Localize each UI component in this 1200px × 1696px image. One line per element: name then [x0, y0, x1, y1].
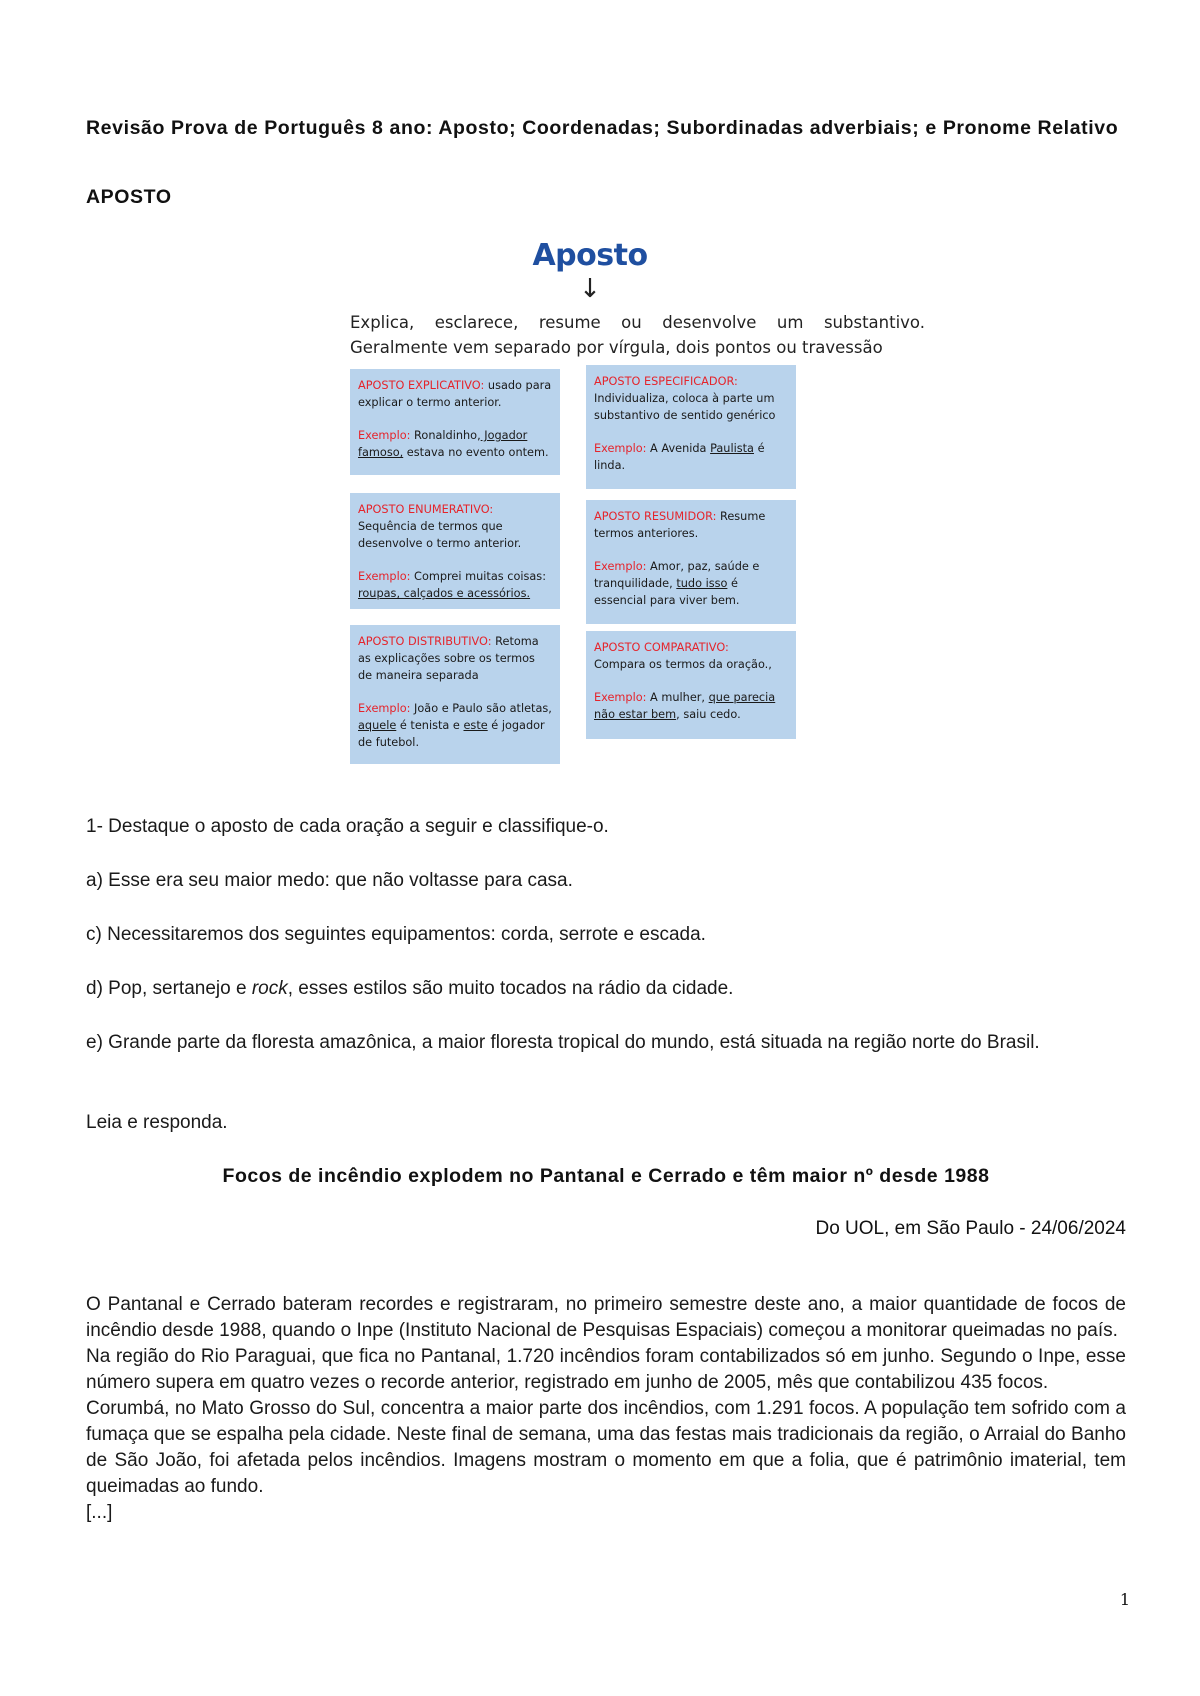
section-heading: APOSTO — [86, 186, 172, 208]
box-definition: Compara os termos da oração., — [594, 658, 772, 671]
example-text: é tenista e — [396, 719, 464, 732]
example-label: Exemplo: — [594, 442, 647, 455]
example-highlight: que parecia não estar bem — [594, 691, 776, 721]
box-definition: Resume termos anteriores. — [594, 510, 766, 540]
exercise-item-a: a) Esse era seu maior medo: que não voltasse para casa. — [86, 870, 573, 891]
example-highlight: aquele — [358, 719, 397, 732]
exercise-prompt: 1- Destaque o aposto de cada oração a seguir e classifique-o. — [86, 816, 609, 837]
example-highlight: Paulista — [710, 442, 754, 455]
news-article — [86, 1292, 1126, 1526]
example-text: A Avenida — [646, 442, 711, 455]
example-text: João e Paulo são atletas, — [410, 702, 552, 715]
infographic-title: Aposto — [532, 238, 648, 273]
box-label: APOSTO ENUMERATIVO: — [358, 503, 494, 516]
item-d-italic: rock — [251, 978, 288, 999]
example-text: estava no evento ontem. — [403, 446, 549, 459]
infographic-description-line1: Explica, esclarece, resume ou desenvolve um substantivo. — [350, 313, 925, 332]
article-paragraph: O Pantanal e Cerrado bateram recordes e registraram, no primeiro semestre deste ano, a maior quantidade de focos de incêndio desde 1988, quando o Inpe (Instituto Nacional de Pesquisas Espaciais) começou a monitorar queimadas no país. — [86, 1294, 1126, 1341]
example-text: Ronaldinho, — [410, 429, 481, 442]
example-text: A mulher, — [646, 691, 709, 704]
box-aposto-distributivo — [350, 625, 560, 764]
exercise-item-d — [86, 976, 1126, 1002]
article-ellipsis: [...] — [86, 1502, 113, 1523]
news-headline: Focos de incêndio explodem no Pantanal e Cerrado e têm maior nº desde 1988 — [222, 1165, 990, 1187]
box-label: APOSTO COMPARATIVO: — [594, 641, 729, 654]
reading-instruction: Leia e responda. — [86, 1112, 228, 1133]
box-aposto-explicativo — [350, 369, 560, 475]
article-paragraph: Na região do Rio Paraguai, que fica no Pantanal, 1.720 incêndios foram contabilizados só em junho. Segundo o Inpe, esse número supera em quatro vezes o recorde anterior, registrado em junho de 2005, mês que contabilizou 435 focos. — [86, 1346, 1126, 1393]
box-aposto-resumidor — [586, 500, 796, 624]
example-text: Comprei muitas coisas: — [410, 570, 547, 583]
example-highlight: este — [463, 719, 488, 732]
box-definition: Sequência de termos que desenvolve o termo anterior. — [358, 520, 522, 550]
box-label: APOSTO DISTRIBUTIVO: — [358, 635, 492, 648]
example-label: Exemplo: — [594, 560, 647, 573]
example-label: Exemplo: — [358, 702, 411, 715]
down-arrow-icon: ↓ — [579, 274, 601, 304]
item-d-text: , esses estilos são muito tocados na rádio da cidade. — [287, 978, 734, 999]
box-definition: usado para explicar o termo anterior. — [358, 379, 552, 409]
news-byline: Do UOL, em São Paulo - 24/06/2024 — [815, 1218, 1126, 1239]
example-text: , saiu cedo. — [676, 708, 741, 721]
article-paragraph: Corumbá, no Mato Grosso do Sul, concentra a maior parte dos incêndios, com 1.291 focos. A população tem sofrido com a fumaça que se espalha pela cidade. Neste final de semana, uma das festas mais tradicionais da região, o Arraial do Banho de São João, foi afetada pelos incêndios. Imagens mostram o momento em que a folia, que é patrimônio imaterial, tem queimadas ao fundo. — [86, 1398, 1126, 1497]
item-d-text: d) Pop, sertanejo e — [86, 978, 252, 999]
example-text: é essencial para viver bem. — [594, 577, 740, 607]
example-text: é linda. — [594, 442, 765, 472]
example-highlight: roupas, calçados e acessórios. — [358, 587, 531, 600]
page-number: 1 — [1119, 1590, 1130, 1609]
aposto-infographic — [350, 238, 940, 773]
example-text: Amor, paz, saúde e tranquilidade, — [594, 560, 760, 590]
infographic-description-line2: Geralmente vem separado por vírgula, dois pontos ou travessão — [350, 338, 883, 357]
exercise-item-c: c) Necessitaremos dos seguintes equipamentos: corda, serrote e escada. — [86, 924, 706, 945]
box-aposto-comparativo — [586, 631, 796, 739]
exercise-item-e: e) Grande parte da floresta amazônica, a maior floresta tropical do mundo, está situada na região norte do Brasil. — [86, 1032, 1040, 1053]
example-text: é jogador de futebol. — [358, 719, 545, 749]
box-label: APOSTO RESUMIDOR: — [594, 510, 717, 523]
document-title: Revisão Prova de Português 8 ano: Aposto; Coordenadas; Subordinadas adverbiais; e Pronome Relativo — [86, 117, 1119, 139]
example-highlight: tudo isso — [676, 577, 728, 590]
example-label: Exemplo: — [594, 691, 647, 704]
box-definition: Individualiza, coloca à parte um substantivo de sentido genérico — [594, 392, 776, 422]
box-definition: Retoma as explicações sobre os termos de maneira separada — [358, 635, 539, 682]
example-highlight: Jogador famoso, — [358, 429, 528, 459]
example-label: Exemplo: — [358, 429, 411, 442]
box-aposto-enumerativo — [350, 493, 560, 609]
example-label: Exemplo: — [358, 570, 411, 583]
box-aposto-especificador — [586, 365, 796, 489]
box-label: APOSTO ESPECIFICADOR: — [594, 375, 738, 388]
box-label: APOSTO EXPLICATIVO: — [358, 379, 485, 392]
